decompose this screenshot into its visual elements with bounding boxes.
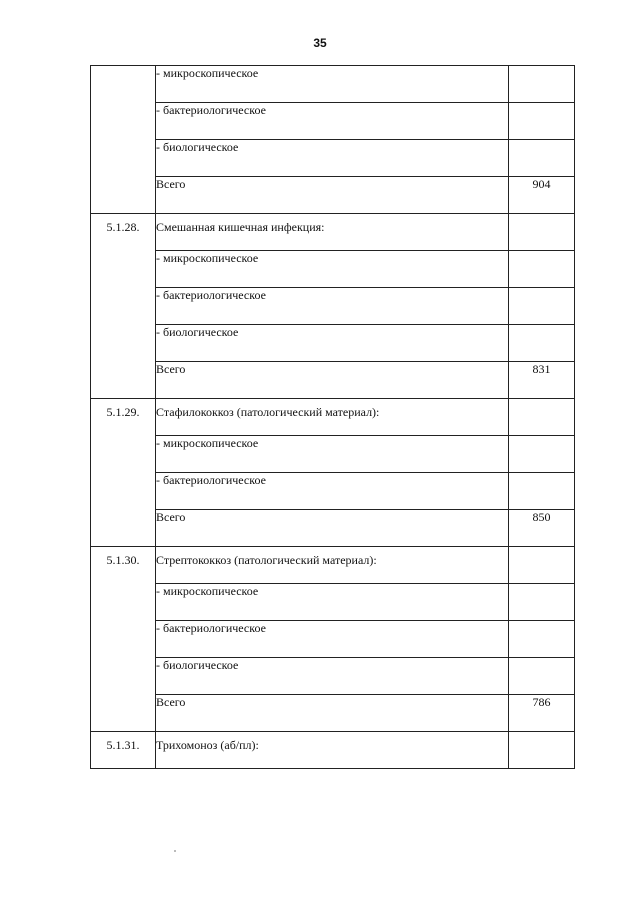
table-row <box>91 325 575 362</box>
total-label-cell: Всего <box>156 695 509 732</box>
item-name-cell: - биологическое <box>156 658 509 695</box>
table-row <box>91 214 575 251</box>
table-row <box>91 695 575 732</box>
item-name-cell: - микроскопическое <box>156 584 509 621</box>
item-name-cell: - бактериологическое <box>156 473 509 510</box>
item-price-cell <box>509 621 575 658</box>
item-price-cell <box>509 473 575 510</box>
item-name-cell: Трихомоноз (аб/пл): <box>156 732 509 769</box>
item-number-cell: 5.1.30. <box>91 547 156 732</box>
item-name-cell: - биологическое <box>156 325 509 362</box>
table-row <box>91 473 575 510</box>
item-name-cell: - бактериологическое <box>156 621 509 658</box>
item-name-cell: - микроскопическое <box>156 251 509 288</box>
total-price-cell: 850 <box>509 510 575 547</box>
table-row <box>91 658 575 695</box>
item-name-cell: - микроскопическое <box>156 66 509 103</box>
total-price-cell: 831 <box>509 362 575 399</box>
table-row <box>91 547 575 584</box>
item-number-cell: 5.1.31. <box>91 732 156 769</box>
table-row <box>91 732 575 769</box>
item-price-cell <box>509 214 575 251</box>
table-row <box>91 288 575 325</box>
item-number-cell: 5.1.29. <box>91 399 156 547</box>
item-number-cell <box>91 66 156 214</box>
table-row <box>91 140 575 177</box>
item-price-cell <box>509 140 575 177</box>
item-price-cell <box>509 325 575 362</box>
scan-speck <box>174 850 176 852</box>
table-row <box>91 66 575 103</box>
table-row <box>91 251 575 288</box>
table-row <box>91 584 575 621</box>
item-price-cell <box>509 732 575 769</box>
item-price-cell <box>509 66 575 103</box>
item-name-cell: Смешанная кишечная инфекция: <box>156 214 509 251</box>
item-price-cell <box>509 436 575 473</box>
table-row <box>91 362 575 399</box>
item-price-cell <box>509 251 575 288</box>
item-name-cell: - бактериологическое <box>156 288 509 325</box>
item-name-cell: - бактериологическое <box>156 103 509 140</box>
item-price-cell <box>509 584 575 621</box>
table-row <box>91 621 575 658</box>
item-price-cell <box>509 288 575 325</box>
page-number: 35 <box>313 36 327 50</box>
total-price-cell: 904 <box>509 177 575 214</box>
item-price-cell <box>509 547 575 584</box>
item-name-cell: Стафилококкоз (патологический материал): <box>156 399 509 436</box>
total-label-cell: Всего <box>156 362 509 399</box>
total-label-cell: Всего <box>156 177 509 214</box>
table-row <box>91 177 575 214</box>
table-row <box>91 103 575 140</box>
item-price-cell <box>509 103 575 140</box>
table-row <box>91 399 575 436</box>
item-name-cell: Стрептококкоз (патологический материал): <box>156 547 509 584</box>
item-price-cell <box>509 399 575 436</box>
table-row <box>91 510 575 547</box>
item-name-cell: - биологическое <box>156 140 509 177</box>
table-row <box>91 436 575 473</box>
price-table <box>90 65 575 769</box>
item-price-cell <box>509 658 575 695</box>
total-label-cell: Всего <box>156 510 509 547</box>
item-number-cell: 5.1.28. <box>91 214 156 399</box>
total-price-cell: 786 <box>509 695 575 732</box>
item-name-cell: - микроскопическое <box>156 436 509 473</box>
